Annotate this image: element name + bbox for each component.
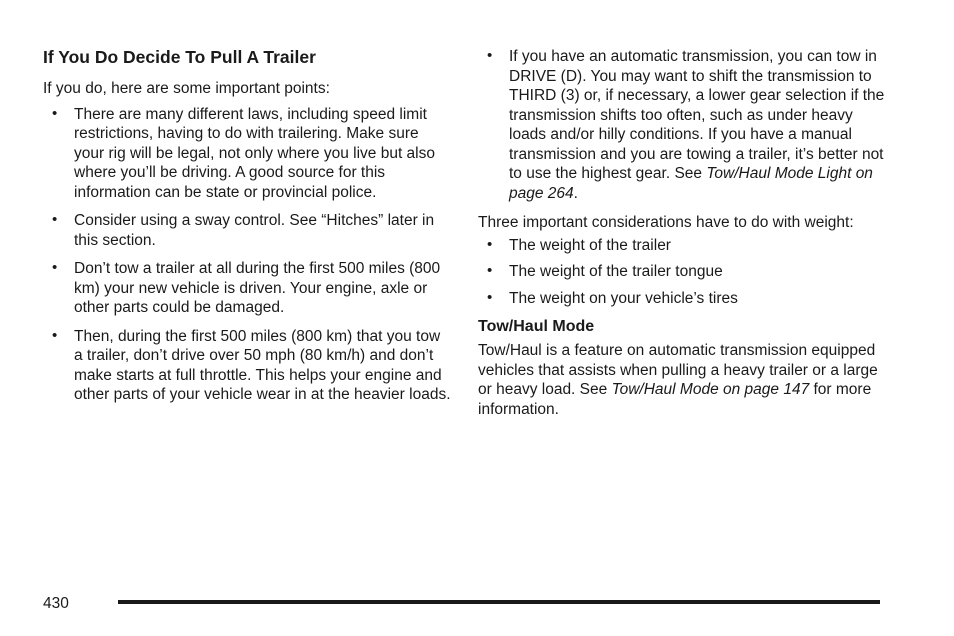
bullet-icon: • [487,47,493,64]
weights-list [478,236,890,309]
list-item [478,47,890,203]
list-item-text: The weight of the trailer tongue [509,263,723,280]
bullet-icon: • [52,211,58,228]
footer-rule [118,600,880,604]
considerations-text: Three important considerations have to do with weight: [478,214,854,231]
towhaul-text [478,341,890,419]
left-column [43,46,453,414]
list-item-text: The weight of the trailer [509,236,671,254]
cross-reference-link[interactable]: Tow/Haul Mode Light on page 264 [509,165,873,202]
list-item [478,236,890,256]
bullet-icon: • [487,235,493,253]
list-item-text: Don’t tow a trailer at all during the first 500 miles (800 km) your new vehicle is driven. Your engine, axle or other parts could be damaged. [74,260,441,316]
list-item-text: Consider using a sway control. See “Hitches” later in this section. [74,212,435,249]
bullet-icon: • [52,259,58,276]
towhaul-body: Tow/Haul is a feature on automatic transmission equipped vehicles that assists when pulling a heavy trailer or a large or heavy load. See [478,342,878,398]
bullet-icon: • [487,288,493,306]
list-item [478,262,890,282]
cross-reference-link[interactable]: Tow/Haul Mode on page 147 [611,381,810,398]
bullet-icon: • [52,326,58,344]
list-item [43,259,453,318]
bullet-icon: • [52,104,58,122]
subsection-heading: Tow/Haul Mode [478,318,595,335]
towhaul-end: for more information. [478,381,872,418]
list-item-text: If you have an automatic transmission, you can tow in DRIVE (D). You may want to shift the transmission to THIRD (3) or, if necessary, a lower gear selection if the transmission shifts too often, such as under heavy loads and/or hilly conditions. If you have a manual transmission and you are towing a trailer, it’s better not to use the highest gear. See [509,48,885,182]
points-list [43,105,453,405]
intro-text: If you do, here are some important points: [43,80,330,97]
list-item [478,289,890,309]
right-column [478,47,890,419]
transmission-list [478,47,890,203]
list-item-text-end: . [573,184,578,202]
list-item [43,211,453,250]
list-item-text: The weight on your vehicle’s tires [509,289,738,307]
list-item [43,105,453,203]
section-heading: If You Do Decide To Pull A Trailer [43,47,316,67]
page-number: 430 [43,595,69,612]
bullet-icon: • [487,262,493,279]
list-item [43,327,453,405]
list-item-text: Then, during the first 500 miles (800 km) that you tow a trailer, don’t drive over 50 mph (80 km/h) and don’t make starts at full throttle. This helps your engine and other parts of your vehicle wear in at the heavier loads. [74,327,451,403]
list-item-text: There are many different laws, including speed limit restrictions, having to do with trailering. Make sure your rig will be legal, not only where you live but also where you’ll be driving. A good source for this information can be state or provincial police. [74,105,435,201]
